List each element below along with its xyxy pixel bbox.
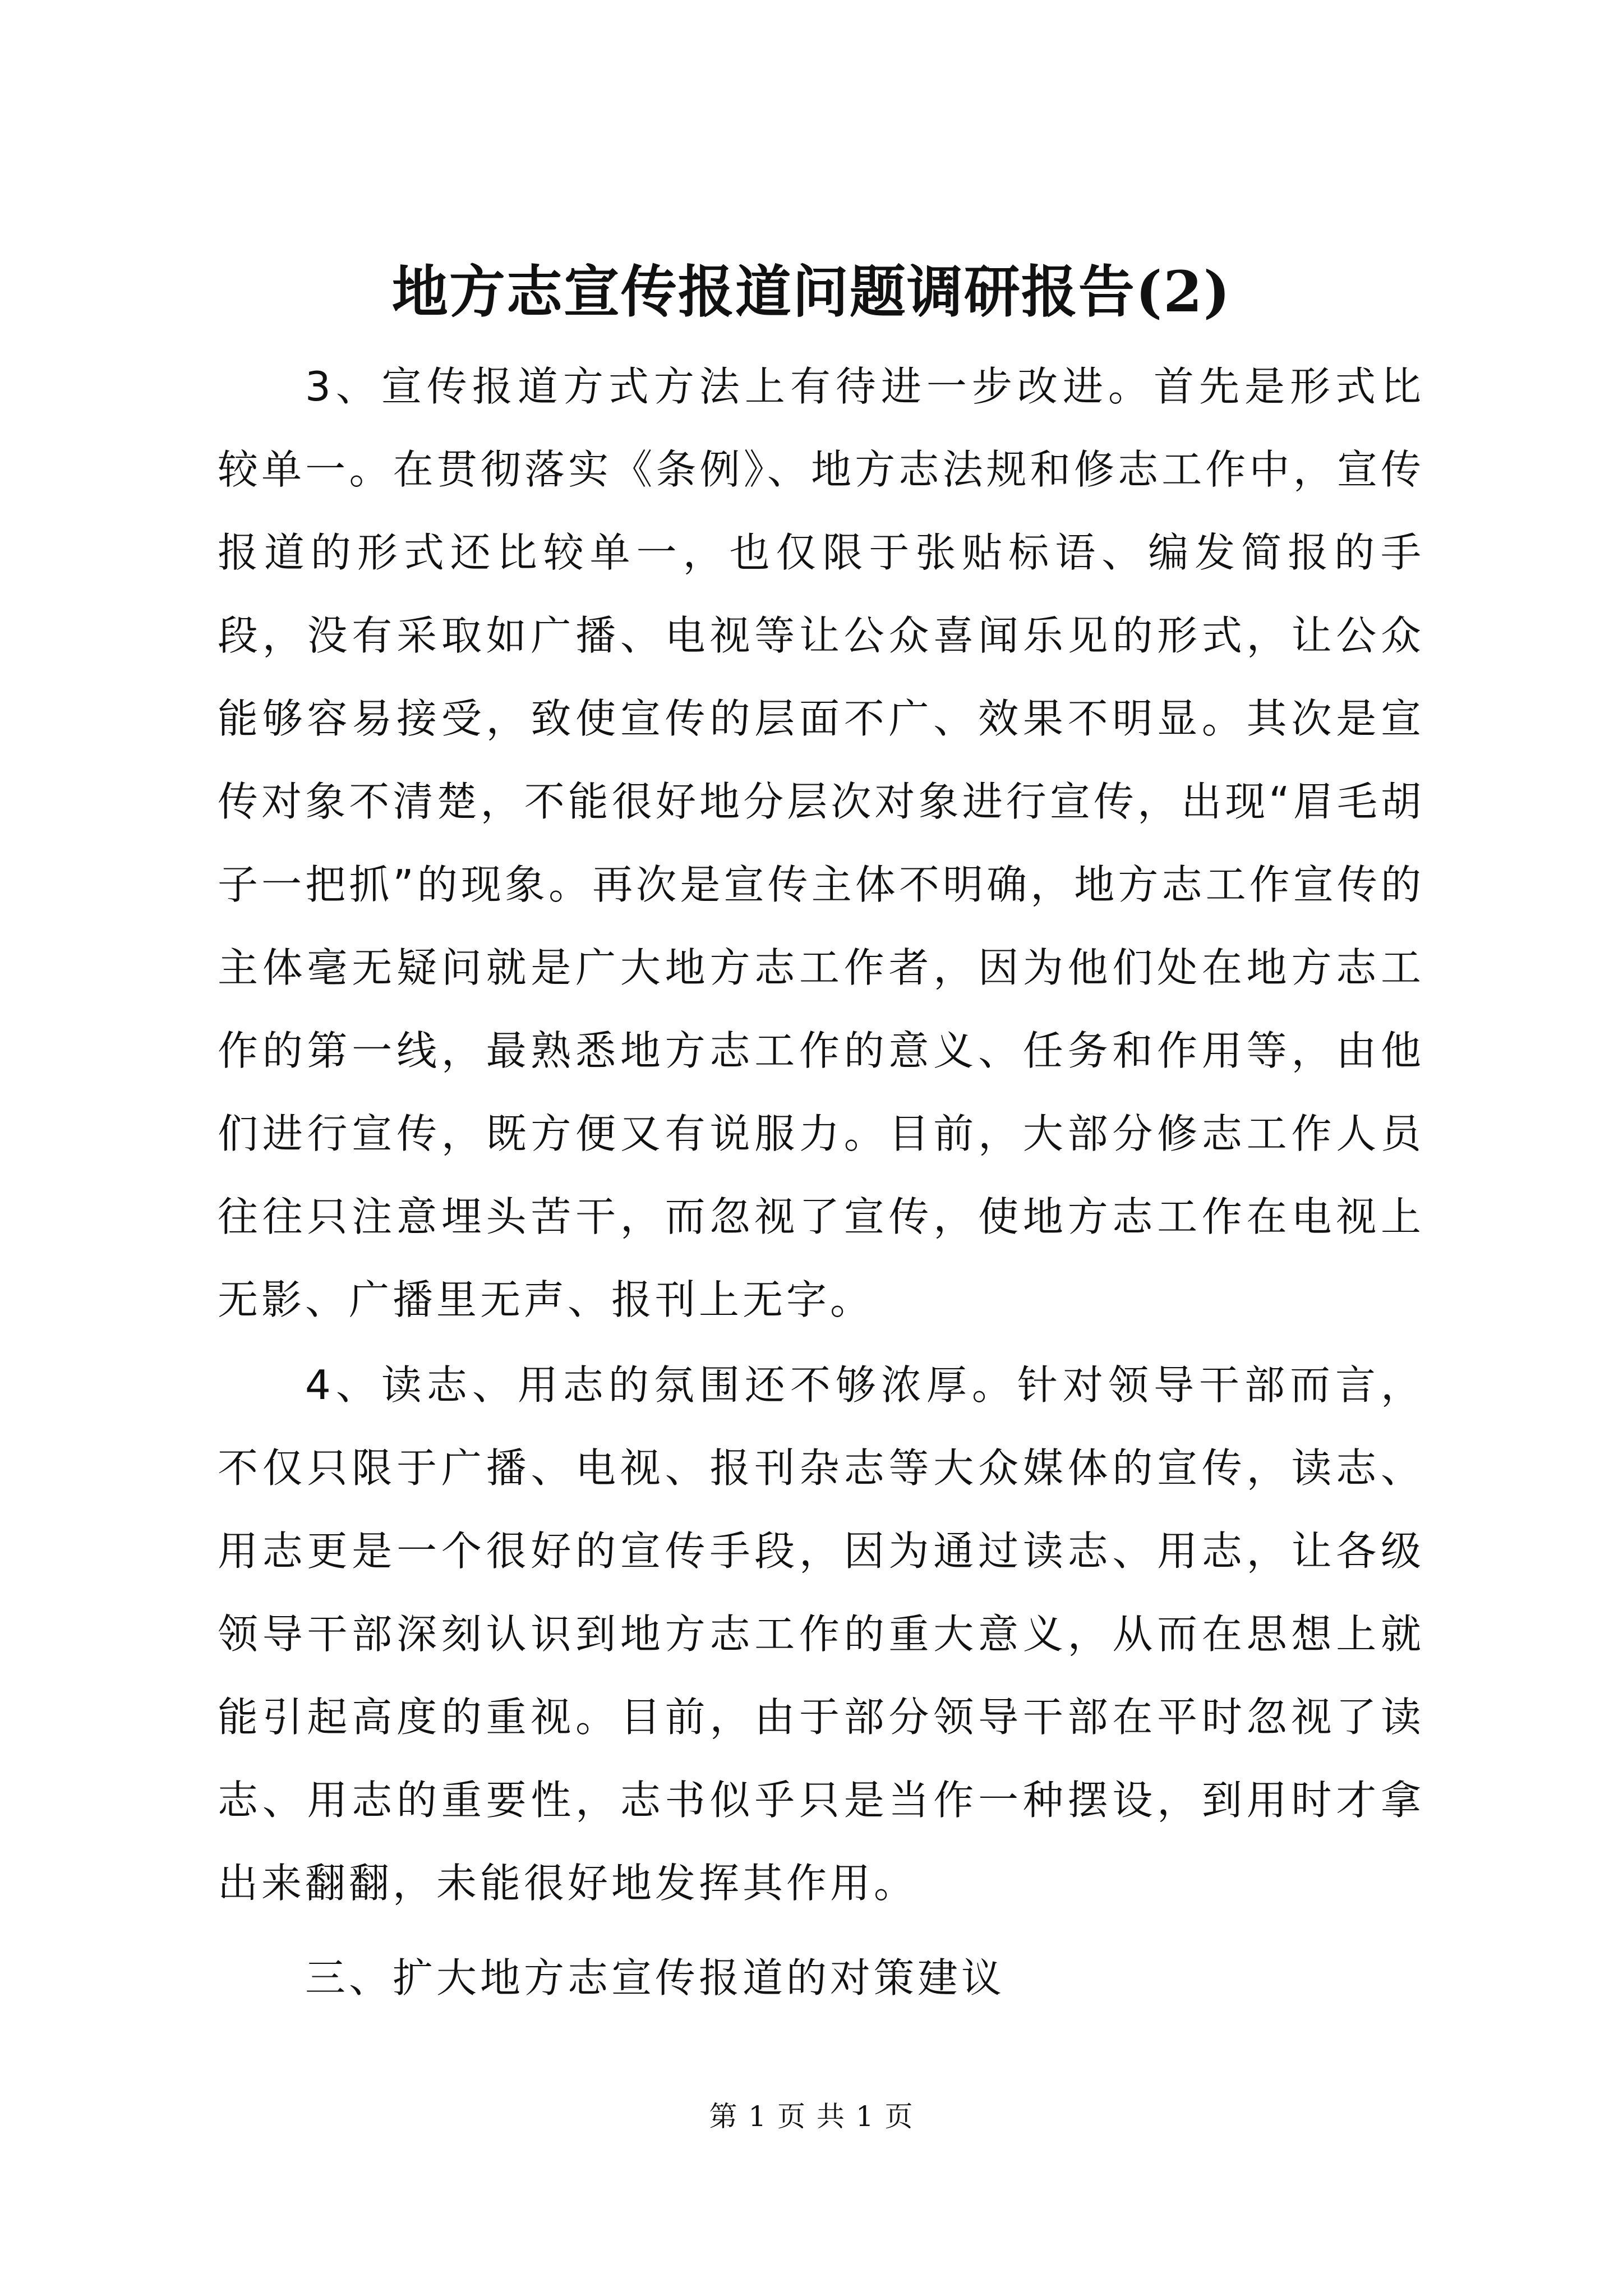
- page-number-footer: 第 1 页 共 1 页: [709, 2100, 914, 2133]
- paragraph-2: 4、读志、用志的氛围还不够浓厚。针对领导干部而言，不仅只限于广播、电视、报刊杂志等大众媒体的宣传，读志、用志更是一个很好的宣传手段，因为通过读志、用志，让各级领导干部深刻认识到地方志工作的重大意义，从而在思想上就能引起高度的重视。目前，由于部分领导干部在平时忽视了读志、用志的重要性，志书似乎只是当作一种摆设，到用时才拿出来翻翻，未能很好地发挥其作用。: [218, 1361, 1424, 1907]
- document-title: 地方志宣传报道问题调研报告(2): [391, 259, 1232, 325]
- document-body: [218, 345, 1424, 1925]
- paragraph-1: 3、宣传报道方式方法上有待进一步改进。首先是形式比较单一。在贯彻落实《条例》、地方志法规和修志工作中，宣传报道的形式还比较单一，也仅限于张贴标语、编发简报的手段，没有采取如广播、电视等让公众喜闻乐见的形式，让公众能够容易接受，致使宣传的层面不广、效果不明显。其次是宣传对象不清楚，不能很好地分层次对象进行宣传，出现“眉毛胡子一把抓”的现象。再次是宣传主体不明确，地方志工作宣传的主体毫无疑问就是广大地方志工作者，因为他们处在地方志工作的第一线，最熟悉地方志工作的意义、任务和作用等，由他们进行宣传，既方便又有说服力。目前，大部分修志工作人员往往只注意埋头苦干，而忽视了宣传，使地方志工作在电视上无影、广播里无声、报刊上无字。: [218, 363, 1424, 1323]
- section-heading: 三、扩大地方志宣传报道的对策建议: [305, 1954, 1006, 2001]
